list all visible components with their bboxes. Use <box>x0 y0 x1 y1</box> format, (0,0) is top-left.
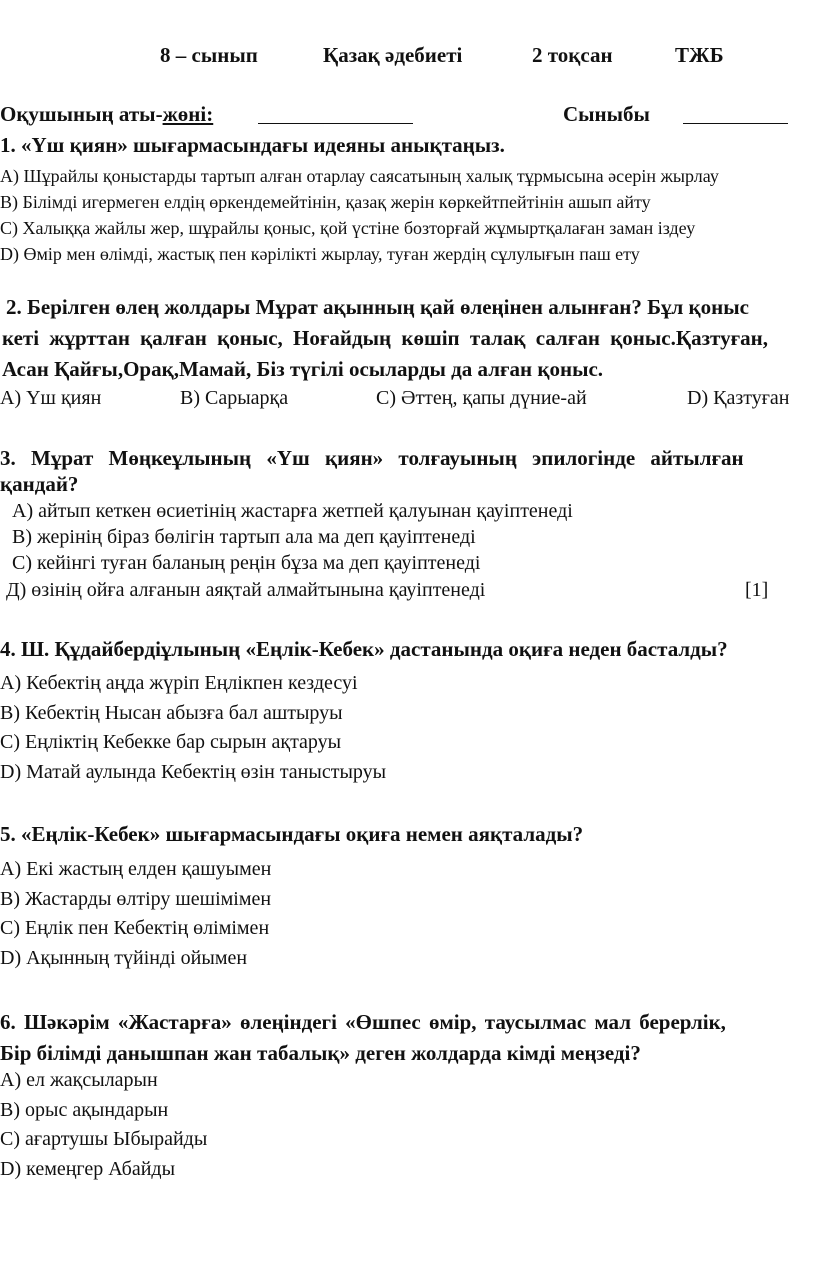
q3-option-a: A) айтып кеткен өсиетінің жастарға жетпей қалуынан қауіптенеді <box>12 500 573 522</box>
question-6-line-2: Бір білімді данышпан жан табалық» деген жолдарда кімді меңзеді? <box>0 1041 641 1065</box>
student-class-label: Сыныбы <box>563 102 650 126</box>
q5-option-d: D) Ақынның түйінді ойымен <box>0 947 248 969</box>
question-2-line-3: Асан Қайғы,Орақ,Мамай, Біз түгілі осыларды да алған қоныс. <box>2 357 604 381</box>
student-name-label-part2: жөні: <box>162 102 214 126</box>
q1-option-b: B) Білімді игермеген елдің өркендемейтінін, қазақ жерін көркейтпейтінін ашып айту <box>0 192 651 212</box>
q3-mark: [1] <box>745 579 769 601</box>
q2-option-c: C) Әттең, қапы дүние-ай <box>376 387 587 409</box>
q6-option-c: C) ағартушы Ыбырайды <box>0 1128 208 1150</box>
question-4: 4. Ш. Құдайбердіұлының «Еңлік-Кебек» дастанында оқиға неден басталды? <box>0 637 728 661</box>
question-3-line-1: 3. Мұрат Мөңкеұлының «Үш қиян» толғауының эпилогінде айтылған <box>0 446 744 470</box>
question-5: 5. «Еңлік-Кебек» шығармасындағы оқиға немен аяқталады? <box>0 822 584 846</box>
q4-option-b: B) Кебектің Нысан абызға бал аштыруы <box>0 702 343 724</box>
q4-option-c: C) Еңліктің Кебекке бар сырын ақтаруы <box>0 731 342 753</box>
question-2-line-1: 2. Берілген өлең жолдары Мұрат ақынның қай өлеңінен алынған? Бұл қоныс <box>6 295 749 319</box>
question-2-line-2: кеті жұрттан қалған қоныс, Ноғайдың көшіп талақ салған қоныс.Қазтуған, <box>2 326 768 350</box>
q1-option-a: A) Шұрайлы қоныстарды тартып алған отарлау саясатының халық тұрмысына әсерін жырлау <box>0 166 719 186</box>
q3-option-c: C) кейінгі туған баланың реңін бұза ма деп қауіптенеді <box>12 552 481 574</box>
q1-option-c: C) Халыққа жайлы жер, шұрайлы қоныс, қой үстіне бозторғай жұмыртқалаған заман іздеу <box>0 218 696 238</box>
q4-option-d: D) Матай аулында Кебектің өзін таныстыруы <box>0 761 387 783</box>
student-name-blank[interactable] <box>258 123 413 124</box>
q6-option-a: A) ел жақсыларын <box>0 1069 158 1091</box>
q4-option-a: A) Кебектің аңда жүріп Еңлікпен кездесуі <box>0 672 358 694</box>
question-3-line-2: қандай? <box>0 472 79 496</box>
q3-option-d: Д) өзінің ойға алғанын аяқтай алмайтынына қауіптенеді <box>6 579 486 601</box>
q5-option-b: B) Жастарды өлтіру шешімімен <box>0 888 272 910</box>
q1-option-d: D) Өмір мен өлімді, жастық пен кәрілікті жырлау, туған жердің сұлулығын паш ету <box>0 244 640 264</box>
student-class-blank[interactable] <box>683 123 788 124</box>
q6-option-b: B) орыс ақындарын <box>0 1099 169 1121</box>
q6-option-d: D) кемеңгер Абайды <box>0 1158 176 1180</box>
q5-option-c: C) Еңлік пен Кебектің өлімімен <box>0 917 270 939</box>
header-subject: Қазақ әдебиеті <box>323 43 463 67</box>
q2-option-a: A) Үш қиян <box>0 387 102 409</box>
student-name-label <box>0 102 213 127</box>
header-type: ТЖБ <box>675 43 724 67</box>
student-name-label-part1: Оқушының аты- <box>0 102 163 126</box>
question-6-line-1: 6. Шәкәрім «Жастарға» өлеңіндегі «Өшпес өмір, таусылмас мал берерлік, <box>0 1010 726 1034</box>
header-grade: 8 – сынып <box>160 43 258 67</box>
q2-option-d: D) Қазтуған <box>687 387 790 409</box>
q3-option-b: B) жерінің біраз бөлігін тартып ала ма деп қауіптенеді <box>12 526 476 548</box>
question-1: 1. «Үш қиян» шығармасындағы идеяны анықтаңыз. <box>0 133 505 157</box>
q2-option-b: B) Сарыарқа <box>180 387 289 409</box>
header-quarter: 2 тоқсан <box>532 43 613 67</box>
q5-option-a: A) Екі жастың елден қашуымен <box>0 858 272 880</box>
